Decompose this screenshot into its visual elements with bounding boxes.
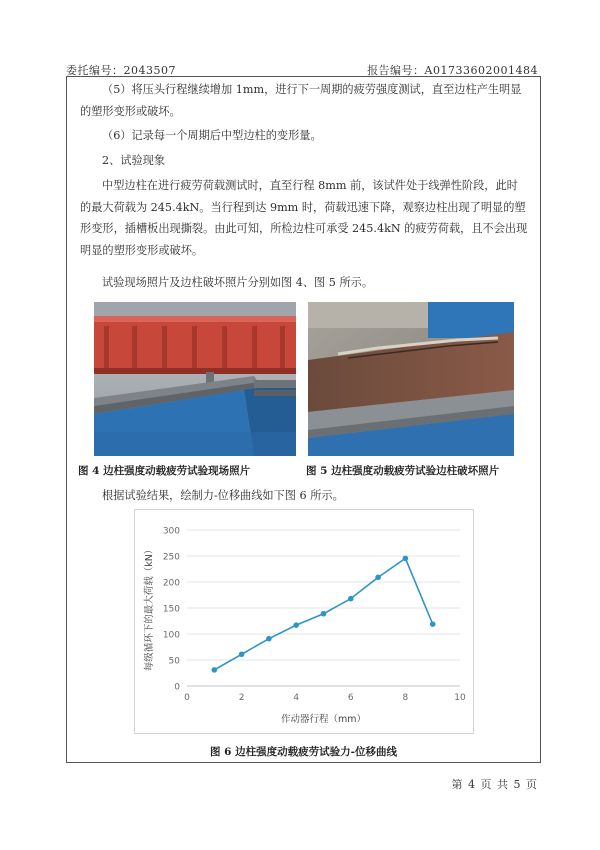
test-site-photo xyxy=(94,302,296,456)
y-axis-label: 每级循环下的最大荷载（kN） xyxy=(144,544,155,672)
y-tick-label: 300 xyxy=(162,526,180,537)
data-point xyxy=(321,611,327,617)
data-point xyxy=(266,636,272,642)
y-tick-label: 150 xyxy=(162,604,180,615)
phenomenon-paragraph: 中型边柱在进行疲劳荷载测试时，直至行程 8mm 前，该试件处于线弹性阶段，此时的最大荷载为 245.4kN。当行程到达 9mm 时，荷载迅速下降，观察边柱出现了明显的塑形变形，插槽板出现撕裂。由此可知，所检边柱可承受 245.4kN 的疲劳荷载，且不会出现明显的塑形变形或破坏。 xyxy=(80,179,528,257)
data-point xyxy=(348,596,354,602)
report-number: 报告编号：A01733602001484 xyxy=(367,64,538,77)
entrust-number: 委托编号：2043507 xyxy=(66,64,176,77)
figure-4-caption: 图 4 边柱强度动载疲劳试验现场照片 xyxy=(78,465,251,477)
x-tick-label: 4 xyxy=(293,693,300,703)
y-tick-label: 200 xyxy=(162,578,180,589)
data-point xyxy=(375,575,381,581)
data-point xyxy=(293,622,299,628)
step-6-text: （6）记录每一个周期后中型边柱的变形量。 xyxy=(102,129,322,142)
failure-photo xyxy=(308,302,514,456)
figure-6-caption: 图 6 边柱强度动载疲劳试验力-位移曲线 xyxy=(210,746,397,758)
photos-intro-text: 试验现场照片及边柱破坏照片分别如图 4、图 5 所示。 xyxy=(102,276,374,289)
data-point xyxy=(403,556,409,562)
chart-intro-text: 根据试验结果，绘制力-位移曲线如下图 6 所示。 xyxy=(102,489,344,502)
x-tick-label: 2 xyxy=(238,693,245,703)
y-tick-label: 100 xyxy=(162,630,180,641)
x-tick-label: 6 xyxy=(347,693,354,703)
chart-svg xyxy=(135,510,475,735)
figure-5-caption: 图 5 边柱强度动载疲劳试验边柱破坏照片 xyxy=(306,465,500,477)
x-tick-label: 10 xyxy=(454,693,466,703)
y-tick-label: 250 xyxy=(162,552,180,563)
x-tick-label: 0 xyxy=(184,693,190,703)
step-5-text: （5）将压头行程继续增加 1mm，进行下一周期的疲劳强度测试，直至边柱产生明显的塑形变形或破坏。 xyxy=(80,83,522,118)
y-tick-label: 0 xyxy=(174,682,180,693)
page-number: 第 4 页 共 5 页 xyxy=(451,778,538,791)
section-2-heading: 2、试验现象 xyxy=(102,154,166,167)
data-point xyxy=(430,621,436,627)
x-axis-label: 作动器行程（mm） xyxy=(280,714,367,725)
force-displacement-chart xyxy=(134,509,474,734)
data-point xyxy=(239,651,245,657)
y-tick-label: 50 xyxy=(168,656,180,667)
x-tick-label: 8 xyxy=(402,693,409,703)
data-point xyxy=(212,667,218,673)
